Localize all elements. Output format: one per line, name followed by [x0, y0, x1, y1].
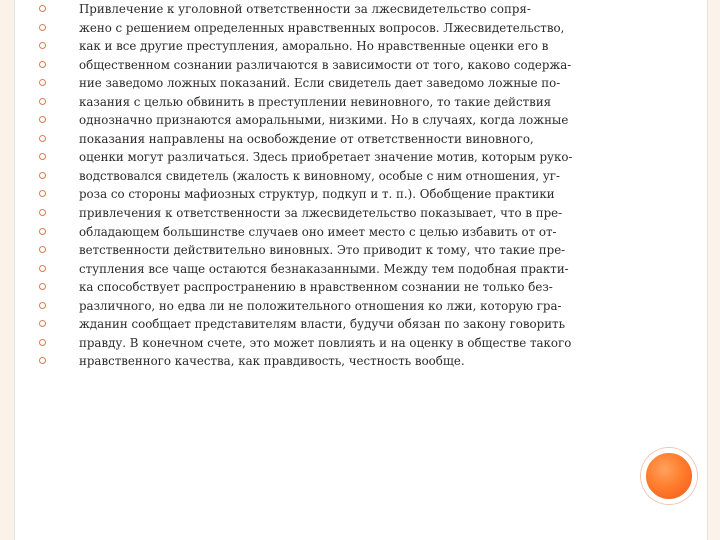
text-line — [39, 241, 679, 260]
line-text: оценки могут различаться. Здесь приобретает значение мотив, которым руко- — [79, 150, 573, 165]
bullet-circle-icon — [39, 320, 47, 328]
line-text: различного, но едва ли не положительного отношения ко лжи, которую гра- — [79, 298, 562, 313]
line-text: жданин сообщает представителям власти, будучи обязан по закону говорить — [79, 317, 566, 332]
bullet-circle-icon — [39, 153, 47, 161]
line-text: как и все другие преступления, аморально. Но нравственные оценки его в — [79, 39, 549, 54]
line-text: казания с целью обвинить в преступлении невиновного, то такие действия — [79, 94, 552, 109]
text-line — [39, 111, 679, 130]
decorative-orange-circle — [641, 448, 697, 504]
text-line — [39, 148, 679, 167]
line-text: роза со стороны мафиозных структур, подкуп и т. п.). Обобщение практики — [79, 187, 555, 202]
bullet-circle-icon — [39, 116, 47, 124]
bullet-circle-icon — [39, 98, 47, 106]
text-line — [39, 185, 679, 204]
line-text: привлечения к ответственности за лжесвидетельство показывает, что в пре- — [79, 206, 563, 221]
line-text: ка способствует распространению в нравственном сознании не только без- — [79, 280, 553, 295]
text-line — [39, 223, 679, 242]
line-text: обладающем большинстве случаев оно имеет место с целью избавить от от- — [79, 224, 557, 239]
text-line — [39, 37, 679, 56]
line-text: ние заведомо ложных показаний. Если свидетель дает заведомо ложные по- — [79, 76, 561, 91]
bullet-circle-icon — [39, 357, 47, 365]
line-text: правду. В конечном счете, это может повлиять и на оценку в обществе такого — [79, 335, 572, 350]
bullet-circle-icon — [39, 135, 47, 143]
line-text: ветственности действительно виновных. Это приводит к тому, что такие пре- — [79, 243, 566, 258]
line-text: водствовался свидетель (жалость к виновному, особые с ним отношения, уг- — [79, 168, 560, 183]
text-lines — [39, 0, 679, 371]
bullet-circle-icon — [39, 61, 47, 69]
text-line — [39, 167, 679, 186]
text-line — [39, 315, 679, 334]
bullet-circle-icon — [39, 339, 47, 347]
bullet-circle-icon — [39, 42, 47, 50]
line-text: однозначно признаются аморальными, низкими. Но в случаях, когда ложные — [79, 113, 569, 128]
text-line — [39, 93, 679, 112]
bullet-circle-icon — [39, 283, 47, 291]
bullet-circle-icon — [39, 228, 47, 236]
bullet-circle-icon — [39, 265, 47, 273]
text-line — [39, 297, 679, 316]
bullet-circle-icon — [39, 246, 47, 254]
bullet-circle-icon — [39, 190, 47, 198]
line-text: общественном сознании различаются в зависимости от того, каково содержа- — [79, 57, 572, 72]
text-line — [39, 334, 679, 353]
bullet-circle-icon — [39, 79, 47, 87]
text-line — [39, 0, 679, 19]
text-line — [39, 130, 679, 149]
text-line — [39, 19, 679, 38]
line-text: нравственного качества, как правдивость, честность вообще. — [79, 354, 465, 369]
line-text: ступления все чаще остаются безнаказанными. Между тем подобная практи- — [79, 261, 569, 276]
bullet-circle-icon — [39, 5, 47, 13]
line-text: показания направлены на освобождение от ответственности виновного, — [79, 131, 534, 146]
content-panel — [14, 0, 708, 540]
bullet-circle-icon — [39, 24, 47, 32]
bullet-circle-icon — [39, 172, 47, 180]
bullet-circle-icon — [39, 209, 47, 217]
text-line — [39, 56, 679, 75]
text-line — [39, 260, 679, 279]
line-text: Привлечение к уголовной ответственности за лжесвидетельство сопря- — [79, 2, 531, 16]
bullet-circle-icon — [39, 302, 47, 310]
text-line — [39, 352, 679, 371]
text-line — [39, 74, 679, 93]
line-text: жено с решением определенных нравственных вопросов. Лжесвидетельство, — [79, 20, 565, 35]
text-line — [39, 278, 679, 297]
text-line — [39, 204, 679, 223]
